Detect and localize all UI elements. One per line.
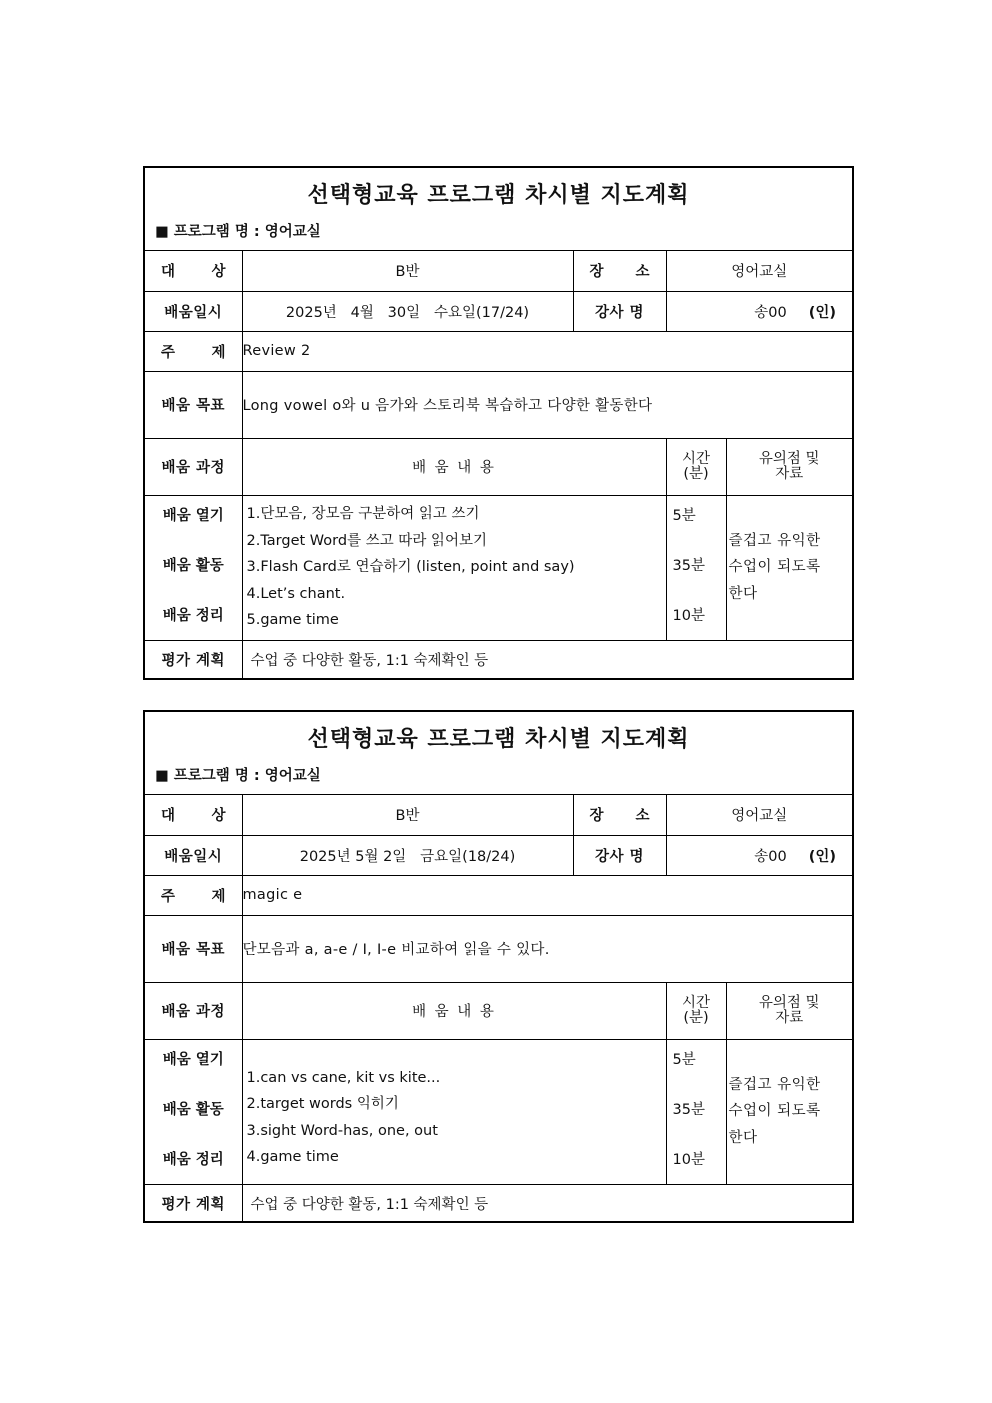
seal-mark: (인) — [808, 304, 836, 321]
content-line: 1.단모음, 장모음 구분하여 읽고 쓰기 — [246, 506, 480, 523]
goal-label: 배움 목표 — [145, 915, 242, 982]
minutes-wrap-up: 10분 — [672, 607, 705, 624]
content-line: 3.Flash Card로 연습하기 (listen, point and say) — [246, 559, 575, 576]
activity-content — [242, 1039, 666, 1184]
seal-mark: (인) — [808, 848, 836, 865]
phase-wrap-up: 배움 정리 — [162, 607, 224, 624]
content-line: 2.Target Word를 쓰고 따라 읽어보기 — [246, 532, 487, 549]
process-label: 배움 과정 — [145, 438, 242, 495]
goal-value: 단모음과 a, a-e / I, I-e 비교하여 읽을 수 있다. — [242, 915, 852, 982]
phase-open: 배움 열기 — [162, 1051, 224, 1068]
teacher-value: 송00 (인) — [666, 291, 852, 331]
eval-value: 수업 중 다양한 활동, 1:1 숙제확인 등 — [242, 640, 852, 679]
process-label: 배움 과정 — [145, 982, 242, 1039]
phase-activity: 배움 활동 — [162, 1101, 224, 1118]
eval-value: 수업 중 다양한 활동, 1:1 숙제확인 등 — [242, 1184, 852, 1222]
place-value: 영어교실 — [666, 795, 852, 835]
topic-label: 주 제 — [145, 331, 242, 371]
notes-header: 유의점 및 자료 — [726, 982, 852, 1039]
notes-line: 즐겁고 유익한 — [728, 1076, 821, 1093]
lesson-plan-2 — [143, 710, 854, 1223]
topic-value: magic e — [242, 875, 852, 915]
notes-line: 한다 — [728, 585, 758, 602]
place-value: 영어교실 — [666, 251, 852, 291]
minutes-open: 5분 — [672, 507, 696, 524]
teacher-label: 강사 명 — [573, 291, 666, 331]
target-label: 대 상 — [145, 251, 242, 291]
target-value: B반 — [242, 251, 573, 291]
content-header: 배 움 내 용 — [242, 438, 666, 495]
program-name: ■ 프로그램 명 : 영어교실 — [155, 224, 321, 240]
minutes-activity: 35분 — [672, 1101, 705, 1118]
phase-wrap-up: 배움 정리 — [162, 1151, 224, 1168]
minutes-wrap-up: 10분 — [672, 1151, 705, 1168]
topic-value: Review 2 — [242, 331, 852, 371]
date-label: 배움일시 — [145, 291, 242, 331]
plan-title: 선택형교육 프로그램 차시별 지도계획 — [307, 182, 690, 208]
content-line: 1.can vs cane, kit vs kite... — [246, 1069, 441, 1086]
notes-cell — [726, 495, 852, 640]
content-header: 배 움 내 용 — [242, 982, 666, 1039]
notes-line: 한다 — [728, 1129, 758, 1146]
plan-header — [145, 712, 852, 795]
activity-content — [242, 495, 666, 640]
notes-header: 유의점 및 자료 — [726, 438, 852, 495]
plan-header — [145, 168, 852, 251]
date-value: 2025년 4월 30일 수요일(17/24) — [242, 291, 573, 331]
teacher-value: 송00 (인) — [666, 835, 852, 875]
lesson-plan-1 — [143, 166, 854, 680]
time-header: 시간 (분) — [666, 982, 726, 1039]
place-label: 장 소 — [573, 795, 666, 835]
notes-cell — [726, 1039, 852, 1184]
minutes-activity: 35분 — [672, 557, 705, 574]
time-header: 시간 (분) — [666, 438, 726, 495]
plan-title: 선택형교육 프로그램 차시별 지도계획 — [307, 726, 690, 752]
minutes-column — [666, 1039, 726, 1184]
goal-value: Long vowel o와 u 음가와 스토리북 복습하고 다양한 활동한다 — [242, 371, 852, 438]
notes-line: 수업이 되도록 — [728, 559, 821, 576]
notes-line: 즐겁고 유익한 — [728, 532, 821, 549]
phase-open: 배움 열기 — [162, 507, 224, 524]
teacher-label: 강사 명 — [573, 835, 666, 875]
goal-label: 배움 목표 — [145, 371, 242, 438]
plan-table — [145, 795, 852, 1222]
phase-activity: 배움 활동 — [162, 557, 224, 574]
target-label: 대 상 — [145, 795, 242, 835]
date-value: 2025년 5월 2일 금요일(18/24) — [242, 835, 573, 875]
eval-label: 평가 계획 — [145, 640, 242, 679]
place-label: 장 소 — [573, 251, 666, 291]
target-value: B반 — [242, 795, 573, 835]
content-line: 2.target words 익히기 — [246, 1096, 399, 1112]
eval-label: 평가 계획 — [145, 1184, 242, 1222]
plan-table — [145, 251, 852, 679]
minutes-open: 5분 — [672, 1051, 696, 1068]
minutes-column — [666, 495, 726, 640]
content-line: 4.Let’s chant. — [246, 585, 346, 602]
content-line: 3.sight Word-has, one, out — [246, 1122, 438, 1139]
date-label: 배움일시 — [145, 835, 242, 875]
topic-label: 주 제 — [145, 875, 242, 915]
phase-column — [145, 1039, 242, 1184]
content-line: 4.game time — [246, 1149, 339, 1165]
program-name: ■ 프로그램 명 : 영어교실 — [155, 768, 321, 784]
content-line: 5.game time — [246, 612, 339, 629]
notes-line: 수업이 되도록 — [728, 1103, 821, 1120]
phase-column — [145, 495, 242, 640]
